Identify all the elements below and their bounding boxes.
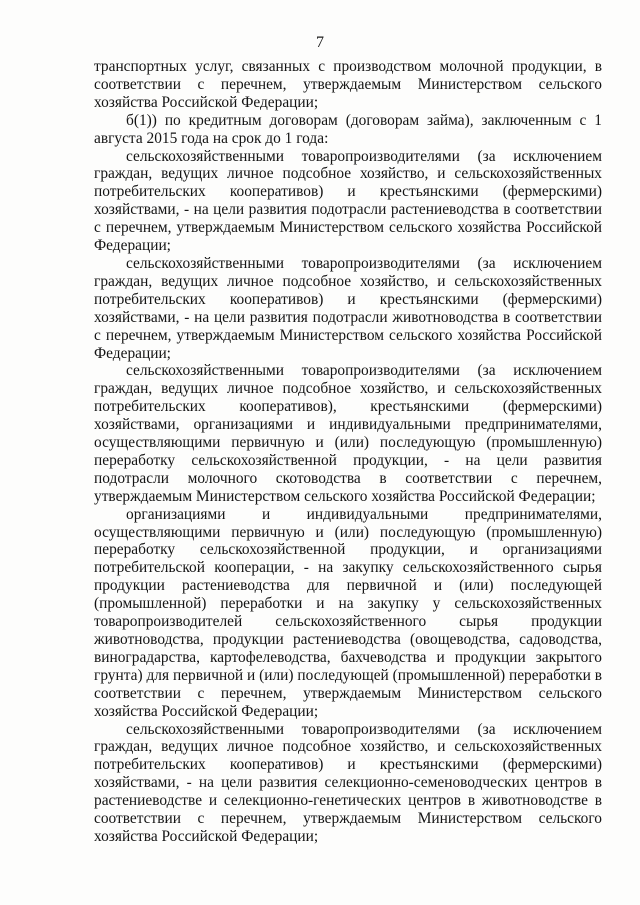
paragraph-continuation: транспортных услуг, связанных с производством молочной продукции, в соответствии с перечнем, утверждаемым Министерством сельского хозяйства Российской Федерации; [94, 58, 602, 111]
paragraph-crop-production: сельскохозяйственными товаропроизводителями (за исключением граждан, ведущих личное подсобное хозяйство, и сельскохозяйственных потребительских кооперативов) и крестьянскими (фермерскими) хозяйствами, - на цели развития подотрасли растениеводства в соответствии с перечнем, утверждаемым Министерством сельского хозяйства Российской Федерации; [94, 147, 602, 255]
page-number: 7 [316, 34, 324, 51]
paragraph-livestock: сельскохозяйственными товаропроизводителями (за исключением граждан, ведущих личное подсобное хозяйство, и сельскохозяйственных потребительских кооперативов) и крестьянскими (фермерскими) хозяйствами, - на цели развития подотрасли животноводства в соответствии с перечнем, утверждаемым Министерством сельского хозяйства Российской Федерации; [94, 254, 602, 362]
paragraph-subclause-b1: б(1)) по кредитным договорам (договорам займа), заключенным с 1 августа 2015 года на срок до 1 года: [94, 111, 602, 147]
document-body [94, 58, 602, 846]
paragraph-dairy-cattle: сельскохозяйственными товаропроизводителями (за исключением граждан, ведущих личное подсобное хозяйство, и сельскохозяйственных потребительских кооперативов), крестьянскими (фермерскими) хозяйствами, организациями и индивидуальными предпринимателями, осуществляющими первичную и (или) последующую (промышленную) переработку сельскохозяйственной продукции, - на цели развития подотрасли молочного скотоводства в соответствии с перечнем, утверждаемым Министерством сельского хозяйства Российской Федерации; [94, 362, 602, 505]
paragraph-breeding-centers: сельскохозяйственными товаропроизводителями (за исключением граждан, ведущих личное подсобное хозяйство, и сельскохозяйственных потребительских кооперативов) и крестьянскими (фермерскими) хозяйствами, - на цели развития селекционно-семеноводческих центров в растениеводстве и селекционно-генетических центров в животноводстве в соответствии с перечнем, утверждаемым Министерством сельского хозяйства Российской Федерации; [94, 720, 602, 845]
paragraph-raw-materials-purchase: организациями и индивидуальными предпринимателями, осуществляющими первичную и (или) последующую (промышленную) переработку сельскохозяйственной продукции, и организациями потребительской кооперации, - на закупку сельскохозяйственного сырья продукции растениеводства для первичной и (или) последующей (промышленной) переработки и на закупку у сельскохозяйственных товаропроизводителей сельскохозяйственного сырья продукции животноводства, продукции растениеводства (овощеводства, садоводства, виноградарства, картофелеводства, бахчеводства и продукции закрытого грунта) для первичной и (или) последующей (промышленной) переработки в соответствии с перечнем, утверждаемым Министерством сельского хозяйства Российской Федерации; [94, 505, 602, 720]
